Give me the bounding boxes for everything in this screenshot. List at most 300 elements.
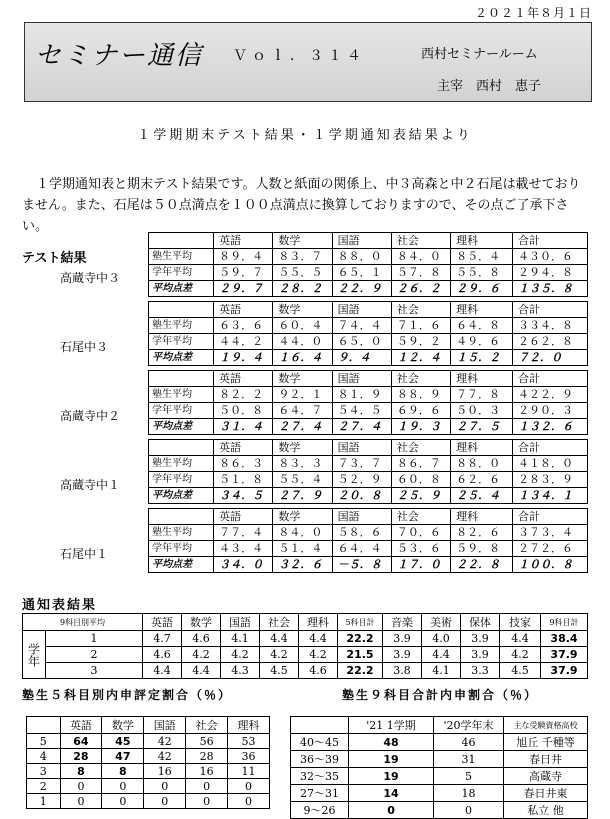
score-cell: １３４．１ xyxy=(513,488,588,504)
host-name: 主宰 西村 恵子 xyxy=(437,79,542,94)
report-card-cell: 3.9 xyxy=(383,631,422,647)
report-card-cell: 4.6 xyxy=(299,663,338,679)
score-cell: ８２．２ xyxy=(214,387,273,403)
score-cell: ３４．０ xyxy=(214,557,273,573)
percent-cell: 0 xyxy=(102,779,144,794)
report-card-cell: 4.4 xyxy=(260,631,299,647)
percent-cell: 0 xyxy=(434,802,504,819)
report-card-cell: 3.9 xyxy=(461,631,500,647)
report-card-cell: 3.3 xyxy=(461,663,500,679)
column-header: 主な受験資格高校 xyxy=(504,717,588,734)
score-cell: ６０．８ xyxy=(391,472,450,488)
percent-cell: 2 xyxy=(27,779,61,794)
percent-cell: 42 xyxy=(144,734,186,749)
report-card-cell: 37.9 xyxy=(541,663,588,679)
percent-cell: 31 xyxy=(434,751,504,768)
issue-date: ２０２１年８月１日 xyxy=(474,6,592,20)
score-cell: ４４．０ xyxy=(273,334,332,350)
report-card-cell: 37.9 xyxy=(541,647,588,663)
score-row xyxy=(149,456,588,472)
percent-cell: 0 xyxy=(228,779,270,794)
row-label: 平均点差 xyxy=(149,488,214,504)
score-cell: ２７２．６ xyxy=(513,541,588,557)
score-cell: ４１８．０ xyxy=(513,456,588,472)
score-cell: ７２．０ xyxy=(513,350,588,366)
score-cell: ３７３．４ xyxy=(513,525,588,541)
report-card-cell: 4.5 xyxy=(500,663,541,679)
nine-subject-heading: 塾生９科目合計内申割合（％） xyxy=(342,688,539,702)
score-row xyxy=(149,541,588,557)
percent-cell: 3 xyxy=(27,764,61,779)
score-row xyxy=(149,249,588,265)
row-label: 塾生平均 xyxy=(149,525,214,541)
score-cell: ２７．４ xyxy=(273,419,332,435)
score-cell: ５９．７ xyxy=(214,265,273,281)
score-cell: ５４．５ xyxy=(332,403,391,419)
score-cell: ９．４ xyxy=(332,350,391,366)
headline: １学期期末テスト結果・１学期通知表結果より xyxy=(137,128,473,143)
score-cell: ２５．４ xyxy=(451,488,513,504)
score-cell: ５９．２ xyxy=(391,334,450,350)
score-row xyxy=(149,403,588,419)
score-cell: ２２．９ xyxy=(332,281,391,297)
column-header: 5科目計 xyxy=(338,614,383,631)
column-header xyxy=(291,717,349,734)
report-card-cell: 4.4 xyxy=(182,663,221,679)
score-cell: ３３４．８ xyxy=(513,318,588,334)
column-header: 数学 xyxy=(273,440,332,456)
column-header: 数学 xyxy=(273,233,332,249)
percent-cell: 16 xyxy=(144,764,186,779)
score-cell: ４２２．９ xyxy=(513,387,588,403)
column-header: 英語 xyxy=(214,440,273,456)
score-cell: ２７．５ xyxy=(451,419,513,435)
report-card-cell: 2 xyxy=(46,647,143,663)
report-card-table xyxy=(22,613,588,679)
percent-cell: 0 xyxy=(186,779,228,794)
percent-cell: 11 xyxy=(228,764,270,779)
report-card-cell: 38.4 xyxy=(541,631,588,647)
column-header: 美術 xyxy=(422,614,461,631)
score-cell: ９２．１ xyxy=(273,387,332,403)
column-header: 国語 xyxy=(332,509,391,525)
percent-cell: 14 xyxy=(349,785,434,802)
report-card-cell: 4.4 xyxy=(143,663,182,679)
score-cell: ５０．３ xyxy=(451,403,513,419)
percent-cell: 42 xyxy=(144,749,186,764)
score-row xyxy=(149,334,588,350)
column-header: 数学 xyxy=(273,371,332,387)
score-cell: ７１．６ xyxy=(391,318,450,334)
score-cell: ８４．０ xyxy=(273,525,332,541)
column-header: 理科 xyxy=(299,614,338,631)
five-subject-row xyxy=(27,749,270,764)
five-subject-heading: 塾生５科目別内申評定割合（％） xyxy=(22,688,233,702)
column-header: 理科 xyxy=(451,371,513,387)
score-cell: １５．２ xyxy=(451,350,513,366)
column-header: 9科目別平均 xyxy=(23,614,143,631)
score-cell: ６４．８ xyxy=(451,318,513,334)
column-header: 社会 xyxy=(391,509,450,525)
column-header: '20学年末 xyxy=(434,717,504,734)
percent-cell: 40～45 xyxy=(291,734,349,751)
report-card-cell: 4.2 xyxy=(500,647,541,663)
report-card-cell: 3.9 xyxy=(461,647,500,663)
percent-cell: 56 xyxy=(186,734,228,749)
score-cell: ２９４．８ xyxy=(513,265,588,281)
percent-cell: 旭丘 千種等 xyxy=(504,734,588,751)
percent-cell: 5 xyxy=(27,734,61,749)
report-card-cell: 4.2 xyxy=(221,647,260,663)
score-row xyxy=(149,525,588,541)
score-table xyxy=(148,232,588,297)
row-label: 平均点差 xyxy=(149,557,214,573)
percent-cell: 47 xyxy=(102,749,144,764)
row-label: 塾生平均 xyxy=(149,387,214,403)
percent-cell: 53 xyxy=(228,734,270,749)
report-card-header-row xyxy=(23,614,588,631)
score-cell: １９．３ xyxy=(391,419,450,435)
score-cell: ８８．０ xyxy=(451,456,513,472)
column-header: 数学 xyxy=(182,614,221,631)
score-cell: ５１．８ xyxy=(214,472,273,488)
report-card-cell: 4.2 xyxy=(182,647,221,663)
nine-subject-table xyxy=(290,716,588,819)
score-cell: ８３．３ xyxy=(273,456,332,472)
column-header: 英語 xyxy=(214,233,273,249)
score-cell: ２９０．３ xyxy=(513,403,588,419)
percent-cell: 32～35 xyxy=(291,768,349,785)
column-header: 技家 xyxy=(500,614,541,631)
percent-cell: 8 xyxy=(102,764,144,779)
report-card-cell: 3 xyxy=(46,663,143,679)
column-header: 国語 xyxy=(332,302,391,318)
report-card-cell: 4.1 xyxy=(422,663,461,679)
percent-cell: 64 xyxy=(60,734,102,749)
score-cell: ５３．６ xyxy=(391,541,450,557)
report-card-cell: 22.2 xyxy=(338,631,383,647)
five-subject-table xyxy=(26,716,270,809)
percent-cell: 春日井東 xyxy=(504,785,588,802)
score-row xyxy=(149,350,588,366)
percent-cell: 28 xyxy=(186,749,228,764)
school-name: 石尾中３ xyxy=(60,340,109,354)
column-header: 数学 xyxy=(273,509,332,525)
column-header: 英語 xyxy=(60,717,102,734)
percent-cell: 8 xyxy=(60,764,102,779)
school-name: 高蔵寺中２ xyxy=(60,409,121,423)
score-cell: ２７．４ xyxy=(332,419,391,435)
report-card-cell: 4.4 xyxy=(422,647,461,663)
column-header: 合計 xyxy=(513,371,588,387)
score-cell: ２５．９ xyxy=(391,488,450,504)
percent-cell: 9～26 xyxy=(291,802,349,819)
percent-cell: 48 xyxy=(349,734,434,751)
header-blank xyxy=(149,233,214,249)
row-label: 学年平均 xyxy=(149,334,214,350)
row-label: 平均点差 xyxy=(149,281,214,297)
percent-cell: 0 xyxy=(349,802,434,819)
score-cell: ７４．４ xyxy=(332,318,391,334)
score-cell: ８５．４ xyxy=(451,249,513,265)
score-cell: ２８３．９ xyxy=(513,472,588,488)
score-cell: １９．４ xyxy=(214,350,273,366)
score-cell: １３５．８ xyxy=(513,281,588,297)
score-cell: ８８．０ xyxy=(332,249,391,265)
score-cell: １３２．６ xyxy=(513,419,588,435)
percent-cell: 1 xyxy=(27,794,61,809)
percent-cell: 春日井 xyxy=(504,751,588,768)
report-card-cell: 4.3 xyxy=(221,663,260,679)
column-header xyxy=(27,717,61,734)
percent-cell: 28 xyxy=(60,749,102,764)
score-cell: ６５．０ xyxy=(332,334,391,350)
percent-cell: 0 xyxy=(60,779,102,794)
organization-name: 西村セミナールーム xyxy=(421,47,538,62)
score-row xyxy=(149,265,588,281)
column-header: 合計 xyxy=(513,302,588,318)
percent-cell: 19 xyxy=(349,751,434,768)
score-cell: ２６．２ xyxy=(391,281,450,297)
column-header: 音楽 xyxy=(383,614,422,631)
percent-cell: 18 xyxy=(434,785,504,802)
intro-paragraph: １学期通知表と期末テスト結果です。人数と紙面の関係上、中３高森と中２石尾は載せておりません。また、石尾は５０点満点を１００点満点に換算しておりますので、その点ご了承下さい。 xyxy=(22,177,581,234)
volume-number: Ｖｏｌ．３１４ xyxy=(233,48,366,64)
score-cell: ４９．６ xyxy=(451,334,513,350)
report-card-cell: 4.1 xyxy=(221,631,260,647)
test-results-heading: テスト結果 xyxy=(22,251,87,266)
column-header: '21 1学期 xyxy=(349,717,434,734)
score-cell: ８６．７ xyxy=(391,456,450,472)
score-row xyxy=(149,419,588,435)
column-header: 社会 xyxy=(391,371,450,387)
report-card-cell: 4.4 xyxy=(299,631,338,647)
score-cell: ２０．８ xyxy=(332,488,391,504)
percent-cell: 46 xyxy=(434,734,504,751)
score-row xyxy=(149,488,588,504)
report-card-row xyxy=(23,663,588,679)
score-cell: ５２．９ xyxy=(332,472,391,488)
five-subject-row xyxy=(27,794,270,809)
header-blank xyxy=(149,302,214,318)
column-header: 理科 xyxy=(451,509,513,525)
percent-cell: 36 xyxy=(228,749,270,764)
score-cell: ５９．８ xyxy=(451,541,513,557)
score-table xyxy=(148,439,588,504)
percent-cell: 私立 他 xyxy=(504,802,588,819)
column-header: 国語 xyxy=(221,614,260,631)
school-name: 高蔵寺中１ xyxy=(60,478,121,492)
five-subject-row xyxy=(27,764,270,779)
score-cell: ４４．２ xyxy=(214,334,273,350)
score-cell: ８３．７ xyxy=(273,249,332,265)
percent-cell: 0 xyxy=(144,779,186,794)
five-subject-header-row xyxy=(27,717,270,734)
column-header: 英語 xyxy=(143,614,182,631)
score-cell: ３２．６ xyxy=(273,557,332,573)
nine-subject-row xyxy=(291,785,588,802)
report-card-cell: 4.2 xyxy=(299,647,338,663)
score-cell: ４３．４ xyxy=(214,541,273,557)
score-cell: ５５．８ xyxy=(451,265,513,281)
nine-subject-row xyxy=(291,802,588,819)
column-header: 合計 xyxy=(513,509,588,525)
nine-subject-row xyxy=(291,768,588,785)
score-cell: ５５．５ xyxy=(273,265,332,281)
column-header: 保体 xyxy=(461,614,500,631)
score-row xyxy=(149,281,588,297)
percent-cell: 4 xyxy=(27,749,61,764)
score-row xyxy=(149,318,588,334)
score-cell: ８４．０ xyxy=(391,249,450,265)
newsletter-title: セミナー通信 xyxy=(35,41,204,71)
column-header: 理科 xyxy=(451,302,513,318)
row-label: 学年平均 xyxy=(149,403,214,419)
score-cell: ５５．４ xyxy=(273,472,332,488)
row-label: 学年平均 xyxy=(149,541,214,557)
score-table xyxy=(148,370,588,435)
school-name: 高蔵寺中３ xyxy=(60,271,121,285)
column-header: 国語 xyxy=(332,233,391,249)
score-cell: ５１．４ xyxy=(273,541,332,557)
report-card-cell: 3.9 xyxy=(383,647,422,663)
column-header: 合計 xyxy=(513,440,588,456)
column-header: 社会 xyxy=(186,717,228,734)
report-card-cell: 4.5 xyxy=(260,663,299,679)
nine-subject-row xyxy=(291,751,588,768)
report-card-cell: 21.5 xyxy=(338,647,383,663)
score-cell: ５８．６ xyxy=(332,525,391,541)
score-cell: ２９．６ xyxy=(451,281,513,297)
row-label: 学年平均 xyxy=(149,472,214,488)
score-row xyxy=(149,472,588,488)
score-cell: ５０．８ xyxy=(214,403,273,419)
score-cell: ７７．４ xyxy=(214,525,273,541)
score-table xyxy=(148,508,588,573)
report-card-cell: 4.4 xyxy=(500,631,541,647)
score-cell: ２８．２ xyxy=(273,281,332,297)
score-cell: ８９．４ xyxy=(214,249,273,265)
row-label: 塾生平均 xyxy=(149,249,214,265)
row-label: 学年平均 xyxy=(149,265,214,281)
report-card-cell: 4.0 xyxy=(422,631,461,647)
percent-cell: 36～39 xyxy=(291,751,349,768)
column-header: 社会 xyxy=(391,233,450,249)
column-header: 理科 xyxy=(451,440,513,456)
score-cell: ６２．６ xyxy=(451,472,513,488)
column-header: 社会 xyxy=(391,440,450,456)
score-cell: ５７．８ xyxy=(391,265,450,281)
score-table xyxy=(148,301,588,366)
percent-cell: 16 xyxy=(186,764,228,779)
report-card-row xyxy=(23,647,588,663)
report-card-cell: 4.2 xyxy=(260,647,299,663)
header-blank xyxy=(149,509,214,525)
percent-cell: 5 xyxy=(434,768,504,785)
report-card-cell: 3.8 xyxy=(383,663,422,679)
score-cell: ２２．８ xyxy=(451,557,513,573)
column-header: 英語 xyxy=(214,371,273,387)
column-header: 国語 xyxy=(144,717,186,734)
percent-cell: 27～31 xyxy=(291,785,349,802)
row-label: 塾生平均 xyxy=(149,456,214,472)
report-card-cell: 4.7 xyxy=(143,631,182,647)
row-label: 塾生平均 xyxy=(149,318,214,334)
score-cell: ６３．６ xyxy=(214,318,273,334)
report-card-cell: 4.6 xyxy=(143,647,182,663)
score-cell: ２９．７ xyxy=(214,281,273,297)
column-header: 英語 xyxy=(214,509,273,525)
percent-cell: 19 xyxy=(349,768,434,785)
column-header: 社会 xyxy=(260,614,299,631)
five-subject-row xyxy=(27,779,270,794)
percent-cell: 0 xyxy=(186,794,228,809)
percent-cell: 高蔵寺 xyxy=(504,768,588,785)
percent-cell: 0 xyxy=(102,794,144,809)
five-subject-row xyxy=(27,734,270,749)
score-cell: ２７．９ xyxy=(273,488,332,504)
score-cell: １２．４ xyxy=(391,350,450,366)
column-header: 数学 xyxy=(102,717,144,734)
report-card-cell: 1 xyxy=(46,631,143,647)
score-cell: ６４．７ xyxy=(273,403,332,419)
score-row xyxy=(149,387,588,403)
percent-cell: 0 xyxy=(144,794,186,809)
score-row xyxy=(149,557,588,573)
column-header: 9科目計 xyxy=(541,614,588,631)
score-cell: ６０．４ xyxy=(273,318,332,334)
score-cell: ６９．６ xyxy=(391,403,450,419)
score-cell: １７．０ xyxy=(391,557,450,573)
report-card-heading: 通知表結果 xyxy=(22,598,98,613)
score-cell: ４３０．６ xyxy=(513,249,588,265)
score-cell: ８２．６ xyxy=(451,525,513,541)
column-header: 英語 xyxy=(214,302,273,318)
percent-cell: 0 xyxy=(228,794,270,809)
score-cell: ８８．９ xyxy=(391,387,450,403)
score-cell: ２６２．８ xyxy=(513,334,588,350)
report-card-row xyxy=(23,631,588,647)
column-header: 社会 xyxy=(391,302,450,318)
column-header: 国語 xyxy=(332,371,391,387)
score-cell: ６５．１ xyxy=(332,265,391,281)
nine-subject-row xyxy=(291,734,588,751)
grade-label: 学年 xyxy=(23,631,46,679)
score-cell: ８６．３ xyxy=(214,456,273,472)
report-card-cell: 4.6 xyxy=(182,631,221,647)
header-blank xyxy=(149,371,214,387)
percent-cell: 0 xyxy=(60,794,102,809)
column-header: 合計 xyxy=(513,233,588,249)
score-cell: ６４．４ xyxy=(332,541,391,557)
school-name: 石尾中１ xyxy=(60,547,109,561)
score-cell: ３１．４ xyxy=(214,419,273,435)
row-label: 平均点差 xyxy=(149,419,214,435)
score-cell: ３４．５ xyxy=(214,488,273,504)
masthead xyxy=(24,22,592,102)
score-cell: ７０．６ xyxy=(391,525,450,541)
column-header: 数学 xyxy=(273,302,332,318)
column-header: 理科 xyxy=(228,717,270,734)
score-cell: ７３．７ xyxy=(332,456,391,472)
row-label: 平均点差 xyxy=(149,350,214,366)
score-cell: １００．８ xyxy=(513,557,588,573)
score-cell: ８１．９ xyxy=(332,387,391,403)
score-cell: ７７．８ xyxy=(451,387,513,403)
column-header: 国語 xyxy=(332,440,391,456)
score-cell: １６．４ xyxy=(273,350,332,366)
header-blank xyxy=(149,440,214,456)
